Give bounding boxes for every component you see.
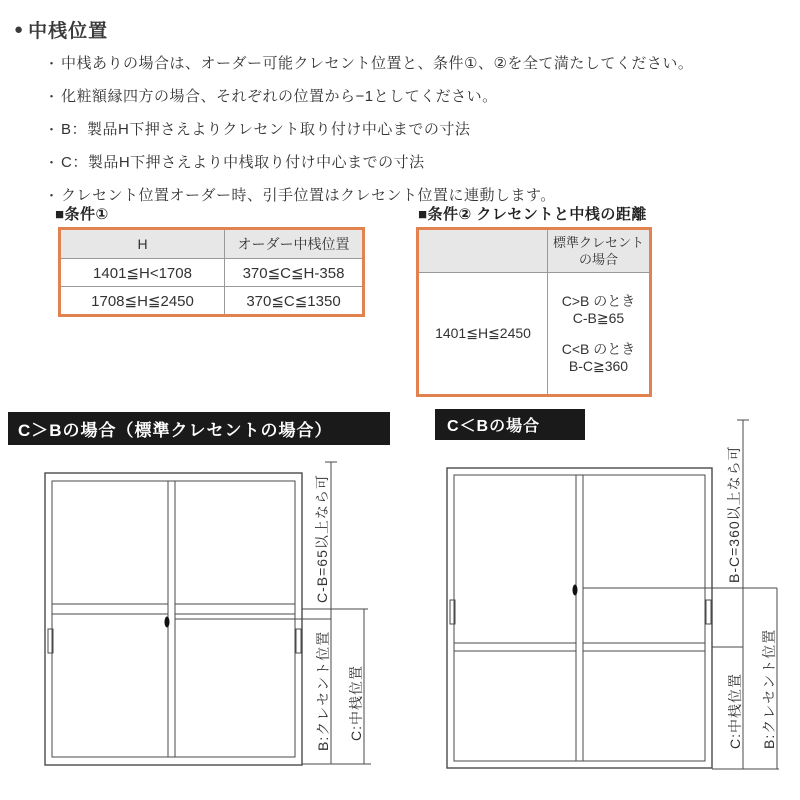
window-frame-inner [454,475,705,761]
header-line: の場合 [578,252,618,267]
rule-line: C<B のとき [561,340,636,357]
page-title [14,16,108,43]
header-cell-standard-crescent [548,230,649,272]
dim-label-gap: C-B=65以上なら可 [314,474,330,603]
note-text: 化粧額縁四方の場合、それぞれの位置から−1としてください。 [61,88,498,105]
cell-h-range: 1401≦H<1708 [61,259,225,286]
header-cell-order-position: オーダー中桟位置 [237,236,350,252]
rule-line: B-C≧360 [568,357,629,374]
page-title-text: 中桟位置 [28,21,109,42]
cell-c-range: 370≦C≦1350 [246,292,341,310]
crescent-mark [165,617,170,628]
note-text: 中桟ありの場合は、オーダー可能クレセント位置と、条件①、②を全て満たしてください。 [61,55,694,72]
condition2-table [416,227,652,397]
cell-h-range: 1401≦H≦2450 [419,273,548,394]
diagram-left [30,450,390,795]
pull-handle [706,600,711,624]
note-item [45,79,785,112]
cell-h-range: 1708≦H≦2450 [61,287,225,314]
crescent-mark [573,585,578,596]
table-row [61,258,362,286]
bullet-circle-icon: ● [14,21,25,38]
dim-label-crescent-position: B:クレセント位置 [315,630,331,751]
dim-label-rail-position: C:中桟位置 [348,665,364,741]
diagram-right [430,405,800,800]
cell-c-range: 370≦C≦H-358 [242,264,345,282]
bullet-dot-icon: ・ [45,122,59,137]
dim-label-gap: B-C=360以上なら可 [726,445,742,583]
table-header-row [61,230,362,258]
cell-rules [548,273,649,394]
window-frame [447,468,712,768]
note-item [45,46,785,79]
condition1-table [58,227,365,317]
pull-handle [296,629,301,653]
dim-label-crescent-position: B:クレセント位置 [761,628,777,749]
bullet-dot-icon: ・ [45,89,59,104]
header-line: 標準クレセント [552,235,644,250]
dim-label-rail-position: C:中桟位置 [727,673,743,749]
note-text: クレセント位置オーダー時、引手位置はクレセント位置に連動します。 [61,187,556,204]
rule-line: C-B≧65 [572,309,625,326]
table-row [61,286,362,314]
condition1-heading: ■条件① [55,206,109,223]
bullet-dot-icon: ・ [45,155,59,170]
note-item [45,112,785,145]
header-cell-empty [419,230,548,272]
diagram-left-title: C＞Bの場合（標準クレセントの場合） [8,412,390,445]
notes-list [45,46,785,211]
condition2-heading: ■条件② クレセントと中桟の距離 [418,206,647,223]
note-item [45,145,785,178]
table-row [419,272,649,394]
table-header-row [419,230,649,272]
bullet-dot-icon: ・ [45,188,59,203]
note-text: B：製品H下押さえよりクレセント取り付け中心までの寸法 [61,121,471,138]
note-item [45,178,785,211]
diagram-right-title: C＜Bの場合 [435,409,585,440]
header-cell-h: H [61,230,225,258]
bullet-dot-icon: ・ [45,56,59,71]
rule-line: C>B のとき [561,292,636,309]
note-text: C：製品H下押さえより中桟取り付け中心までの寸法 [61,154,425,171]
